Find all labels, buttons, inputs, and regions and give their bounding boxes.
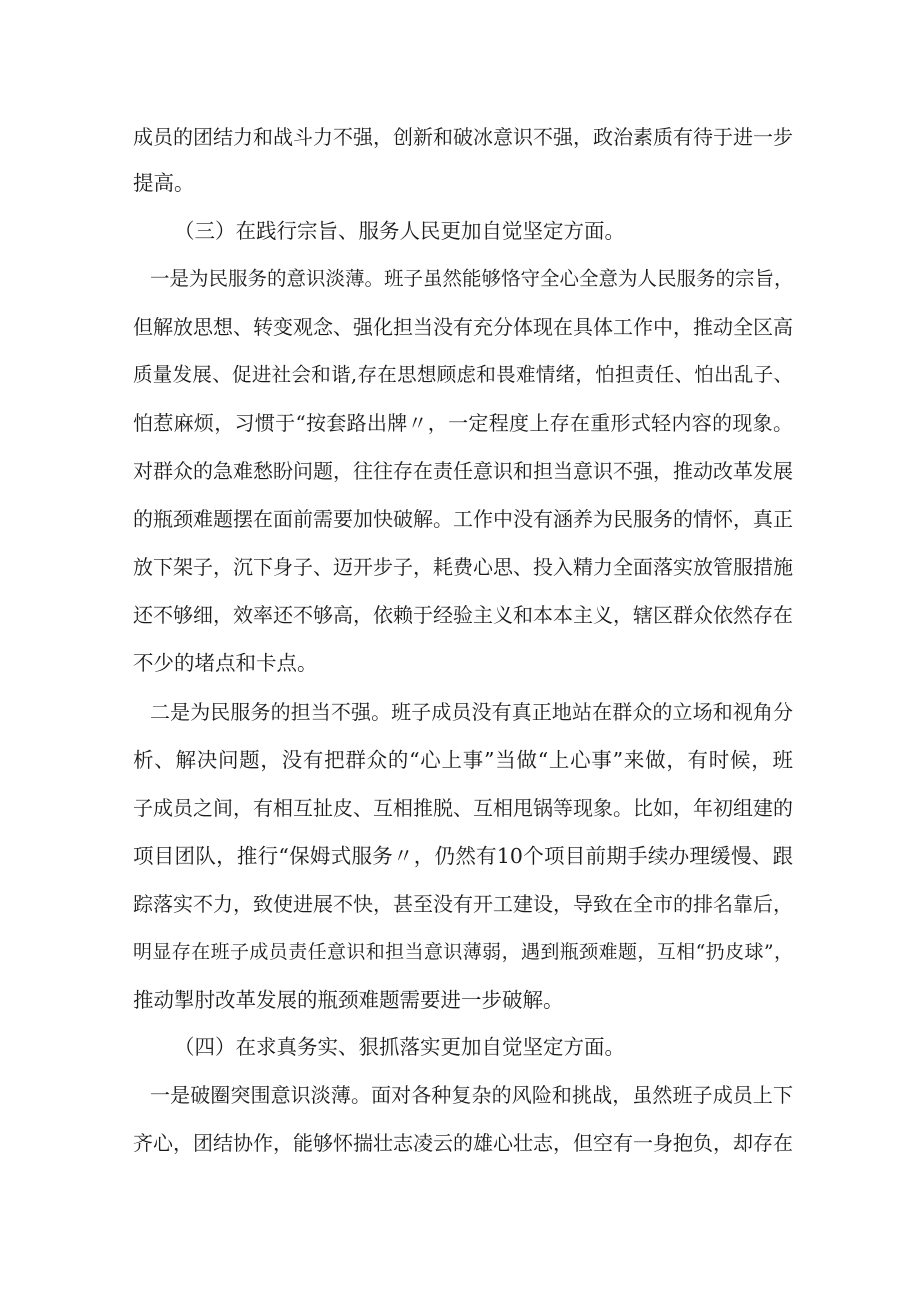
text-line: 不少的堵点和卡点。 [133, 651, 318, 675]
text-line: 放下架子，沉下身子、迈开步子，耗费心思、投入精力全面落实放管服措施 [133, 555, 793, 579]
text-line: 析、解决问题，没有把群众的“心上事”当做“上心事”来做，有时候，班 [133, 748, 793, 772]
text-line: 成员的团结力和战斗力不强，创新和破冰意识不强，政治素质有待于进一步 [133, 125, 793, 149]
text-line: 齐心，团结协作，能够怀揣壮志凌云的雄心壮志，但空有一身抱负，却存在 [133, 1131, 793, 1155]
text-line: 但解放思想、转变观念、强化担当没有充分体现在具体工作中，推动全区高 [133, 315, 793, 339]
text-line: 一是为民服务的意识淡薄。班子虽然能够恪守全心全意为人民服务的宗旨， [150, 267, 794, 290]
text-line: 质量发展、促进社会和谐,存在思想顾虑和畏难情绪，怕担责任、怕出乱子、 [133, 363, 793, 386]
text-line: 项目团队，推行“保姆式服务〃，仍然有10个项目前期手续办理缓慢、跟 [133, 844, 793, 868]
text-line: 推动掣肘改革发展的瓶颈难题需要进一步破解。 [133, 988, 564, 1012]
text-line: 怕惹麻烦，习惯于“按套路出牌〃，一定程度上存在重形式轻内容的现象。 [133, 411, 793, 435]
text-line: 对群众的急难愁盼问题，往往存在责任意识和担当意识不强，推动改革发展 [133, 459, 793, 483]
text-line: 提高。 [133, 171, 195, 195]
text-line: 二是为民服务的担当不强。班子成员没有真正地站在群众的立场和视角分 [150, 700, 793, 724]
text-line: 子成员之间，有相互扯皮、互相推脱、互相甩锅等现象。比如，年初组建的 [133, 796, 793, 820]
text-line: 明显存在班子成员责任意识和担当意识薄弱，遇到瓶颈难题，互相“扔皮球”， [133, 941, 793, 963]
text-line: 的瓶颈难题摆在面前需要加快破解。工作中没有涵养为民服务的情怀，真正 [133, 507, 793, 531]
text-line: 还不够细，效率还不够高，依赖于经验主义和本本主义，辖区群众依然存在 [133, 603, 793, 627]
text-line: 一是破圈突围意识淡薄。面对各种复杂的风险和挑战，虽然班子成员上下 [150, 1083, 793, 1107]
section-heading: （三）在践行宗旨、服务人民更加自觉坚定方面。 [174, 219, 625, 243]
section-heading: （四）在求真务实、狠抓落实更加自觉坚定方面。 [174, 1035, 625, 1059]
text-line: 踪落实不力，致使进展不快，甚至没有开工建设，导致在全市的排名靠后， [133, 892, 793, 916]
